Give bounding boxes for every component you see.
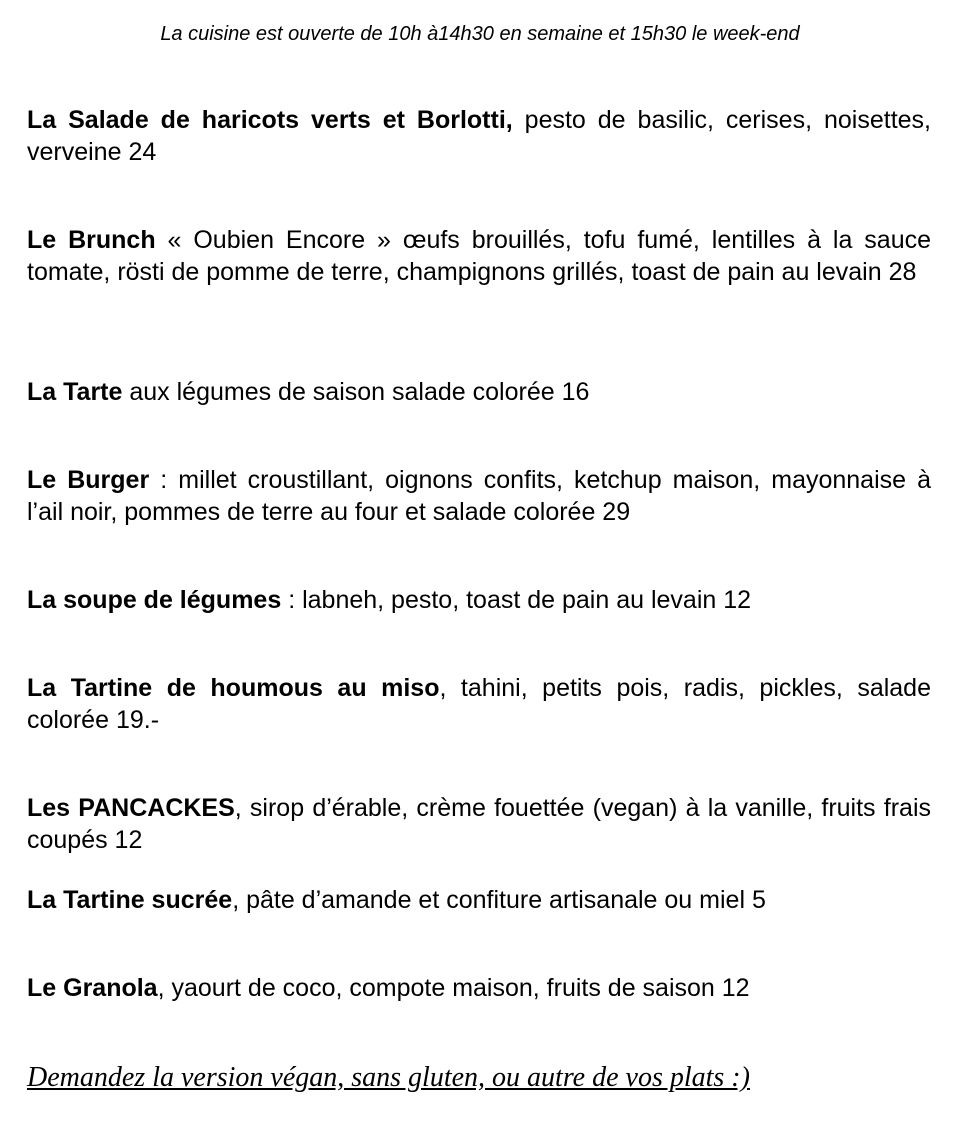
menu-item-name: Les PANCACKES: [27, 794, 235, 822]
menu-item-description: aux légumes de saison salade colorée 16: [122, 378, 590, 406]
menu-item-salade: [27, 104, 931, 168]
menu-item-name: La Tartine sucrée: [27, 886, 233, 914]
menu-item-granola: [27, 972, 931, 1004]
menu-item-soupe: [27, 584, 931, 616]
menu-item-pancakes: [27, 792, 931, 856]
menu-item-name: Le Brunch: [27, 226, 156, 254]
menu-item-description: , sirop d’érable, crème fouettée (vegan) à la vanille, fruits frais coupés 12: [27, 794, 931, 854]
menu-item-name: La Salade de haricots verts et Borlotti,: [27, 106, 513, 134]
menu-item-name: La soupe de légumes: [27, 586, 282, 614]
menu-item-name: La Tartine de houmous au miso: [27, 674, 440, 702]
menu-item-name: La Tarte: [27, 378, 123, 406]
menu-item-tartine-sucree: [27, 884, 931, 916]
menu-item-description: , pâte d’amande et confiture artisanale ou miel 5: [232, 886, 766, 914]
menu-item-tarte: [27, 376, 931, 408]
menu-item-name: Le Burger: [27, 466, 150, 494]
menu-item-description: , yaourt de coco, compote maison, fruits de saison 12: [157, 974, 750, 1002]
menu-item-description: « Oubien Encore » œufs brouillés, tofu fumé, lentilles à la sauce tomate, rösti de pomme de terre, champignons grillés, toast de pain au levain 28: [27, 226, 931, 286]
menu-item-tartine-houmous: [27, 672, 931, 736]
menu-item-burger: [27, 464, 931, 528]
footer-note: Demandez la version végan, sans gluten, ou autre de vos plats :): [27, 1062, 750, 1093]
menu-item-description: : labneh, pesto, toast de pain au levain 12: [281, 586, 752, 614]
menu-item-description: : millet croustillant, oignons confits, ketchup maison, mayonnaise à l’ail noir, pommes de terre au four et salade colorée 29: [27, 466, 931, 526]
menu-item-description: pesto de basilic, cerises, noisettes, verveine 24: [27, 106, 931, 166]
menu-item-brunch: [27, 224, 931, 288]
menu-item-description: , tahini, petits pois, radis, pickles, salade colorée 19.-: [27, 674, 931, 734]
menu-item-name: Le Granola: [27, 974, 158, 1002]
opening-hours: La cuisine est ouverte de 10h à14h30 en semaine et 15h30 le week-end: [160, 23, 800, 45]
